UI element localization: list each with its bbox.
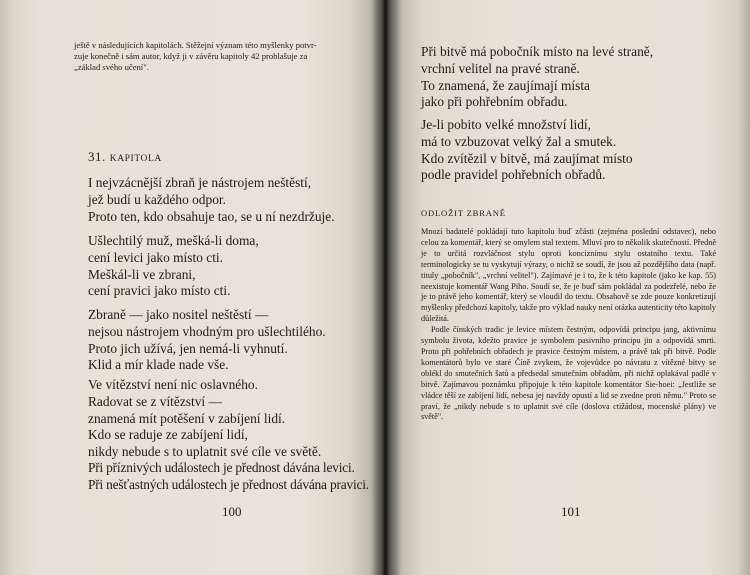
verse-line: Kdo se raduje ze zabíjení lidí, <box>88 427 248 443</box>
continuation-line: ještě v následujících kapitolách. Stěžejní význam této myšlenky potvr- <box>74 40 317 50</box>
verse-line: podle pravidel pohřebních obřadů. <box>421 167 606 183</box>
stanza <box>88 233 259 300</box>
verse-line: cení levici jako místo cti. <box>88 249 223 265</box>
verse-line: Meškál-li ve zbrani, <box>88 266 196 282</box>
verse-line: Proto ten, kdo obsahuje tao, se u ní nezdržuje. <box>88 208 335 224</box>
chapter-number: 31. <box>88 149 106 164</box>
continuation-line: zuje konečně i sám autor, když ji v závěru kapitoly 42 prohlašuje za <box>74 51 308 62</box>
commentary-paragraph: Mnozí badatelé pokládají tuto kapitolu buď zčásti (zejména poslední odstavec), nebo celou za komentář, který se omylem stal textem. Mluví pro to několik skutečností. Předně je to určitá rozvláčnost stylu oproti koncíznímu stylu ostatního textu. Také terminologicky se tu vyskytují výrazy, o nichž se soudí, že jsou až pozdějšího data (např. tituly „pobočník", „vrchní velitel"). Zajímavé je i to, že k této kapitole (jako ke kap. 55) neexistuje komentář Wang Piho. Soudí se, že je buď sám pokládal za podezřelé, nebo že je to právě jeho komentář, který se vloudil do textu. Obsahově se zde pouze konkretizují myšlenky předchozí kapitoly, takže pro výklad nauky není otázka autenticity této kapitoly důležitá. <box>421 227 716 324</box>
verse-line: Zbraně — jako nositel neštěstí — <box>88 307 269 322</box>
verse-line: Kdo zvítězil v bitvě, má zaujímat místo <box>421 150 633 166</box>
verse-line: cení pravici jako místo cti. <box>88 283 231 299</box>
section-heading: ODLOŽIT ZBRANĚ <box>421 208 506 218</box>
verse-line: jako při pohřebním obřadu. <box>421 94 568 110</box>
verse-line: nikdy nebude s to uplatnit své cíle ve světě. <box>88 444 322 460</box>
verse-line: Při bitvě má pobočník místo na levé straně, <box>421 44 654 59</box>
chapter-label: KAPITOLA <box>109 154 162 164</box>
verse-line: Radovat se z vítězství — <box>88 393 222 409</box>
verse-line: Proto jich užívá, jen nemá-li vyhnutí. <box>88 340 288 356</box>
stanza <box>88 175 335 225</box>
verse-line: Při příznivých událostech je přednost dávána levici. <box>88 460 355 475</box>
verse-line: Při nešťastných událostech je přednost dávána pravici. <box>88 476 369 492</box>
verse-line: To znamená, že zaujímají místa <box>421 77 590 93</box>
continuation-text <box>74 40 357 74</box>
stanza <box>88 307 326 374</box>
verse-line: Ušlechtilý muž, mešká-li doma, <box>88 233 259 248</box>
page-number: 101 <box>561 504 581 519</box>
chapter-heading <box>88 148 162 166</box>
verse-line: nejsou nástrojem vhodným pro ušlechtilého. <box>88 323 326 339</box>
verse-line: znamená mít potěšení v zabíjení lidí. <box>88 410 286 426</box>
verse-line: vrchní velitel na pravé straně. <box>421 60 580 76</box>
stanza <box>88 377 321 461</box>
verse-line: má to vzbuzovat velký žal a smutek. <box>421 133 617 149</box>
commentary-paragraph: Podle čínských tradic je levice místem čestným, odpovídá principu jang, aktivnímu symbolu života, kdežto pravice je symbolem pasivního principu jin a odpovídá smrti. Proto při pohřebních obřadech je pravice čestným místem, a právě tak při bitvě. Podle komentátorů bylo ve staré Číně zvykem, že vojevůdce po návratu z vítězné bitvy se oblékl do smutečních šatů a předsedal smutečním obřadům, při nichž oplakával padlé v bitvě. Zajímavou poznámku připojuje k této kapitole komentátor Sie-hoei: „Jestliže se vládce těší ze zabíjení lidí, nebesa jej navždy opustí a lid se zvedne proti němu." Proto se praví, že „nikdy nebude s to uplatnit své cíle (doslova ctižádost, mocenské plány) ve světě". <box>421 325 716 422</box>
right-page <box>385 0 750 575</box>
stanza <box>421 117 633 184</box>
verse-line: Klid a mír klade nade vše. <box>88 357 229 373</box>
stanza <box>88 460 369 494</box>
continuation-line: „základ svého učení". <box>74 62 149 73</box>
verse-line: jež budí u každého odpor. <box>88 191 226 207</box>
verse-line: Je-li pobito velké množství lidí, <box>421 117 591 132</box>
stanza <box>421 44 653 111</box>
verse-line: Ve vítězství není nic oslavného. <box>88 377 258 392</box>
page-number: 100 <box>222 504 242 519</box>
verse-line: I nejvzácnější zbraň je nástrojem neštěstí, <box>88 175 312 190</box>
commentary <box>421 227 716 423</box>
